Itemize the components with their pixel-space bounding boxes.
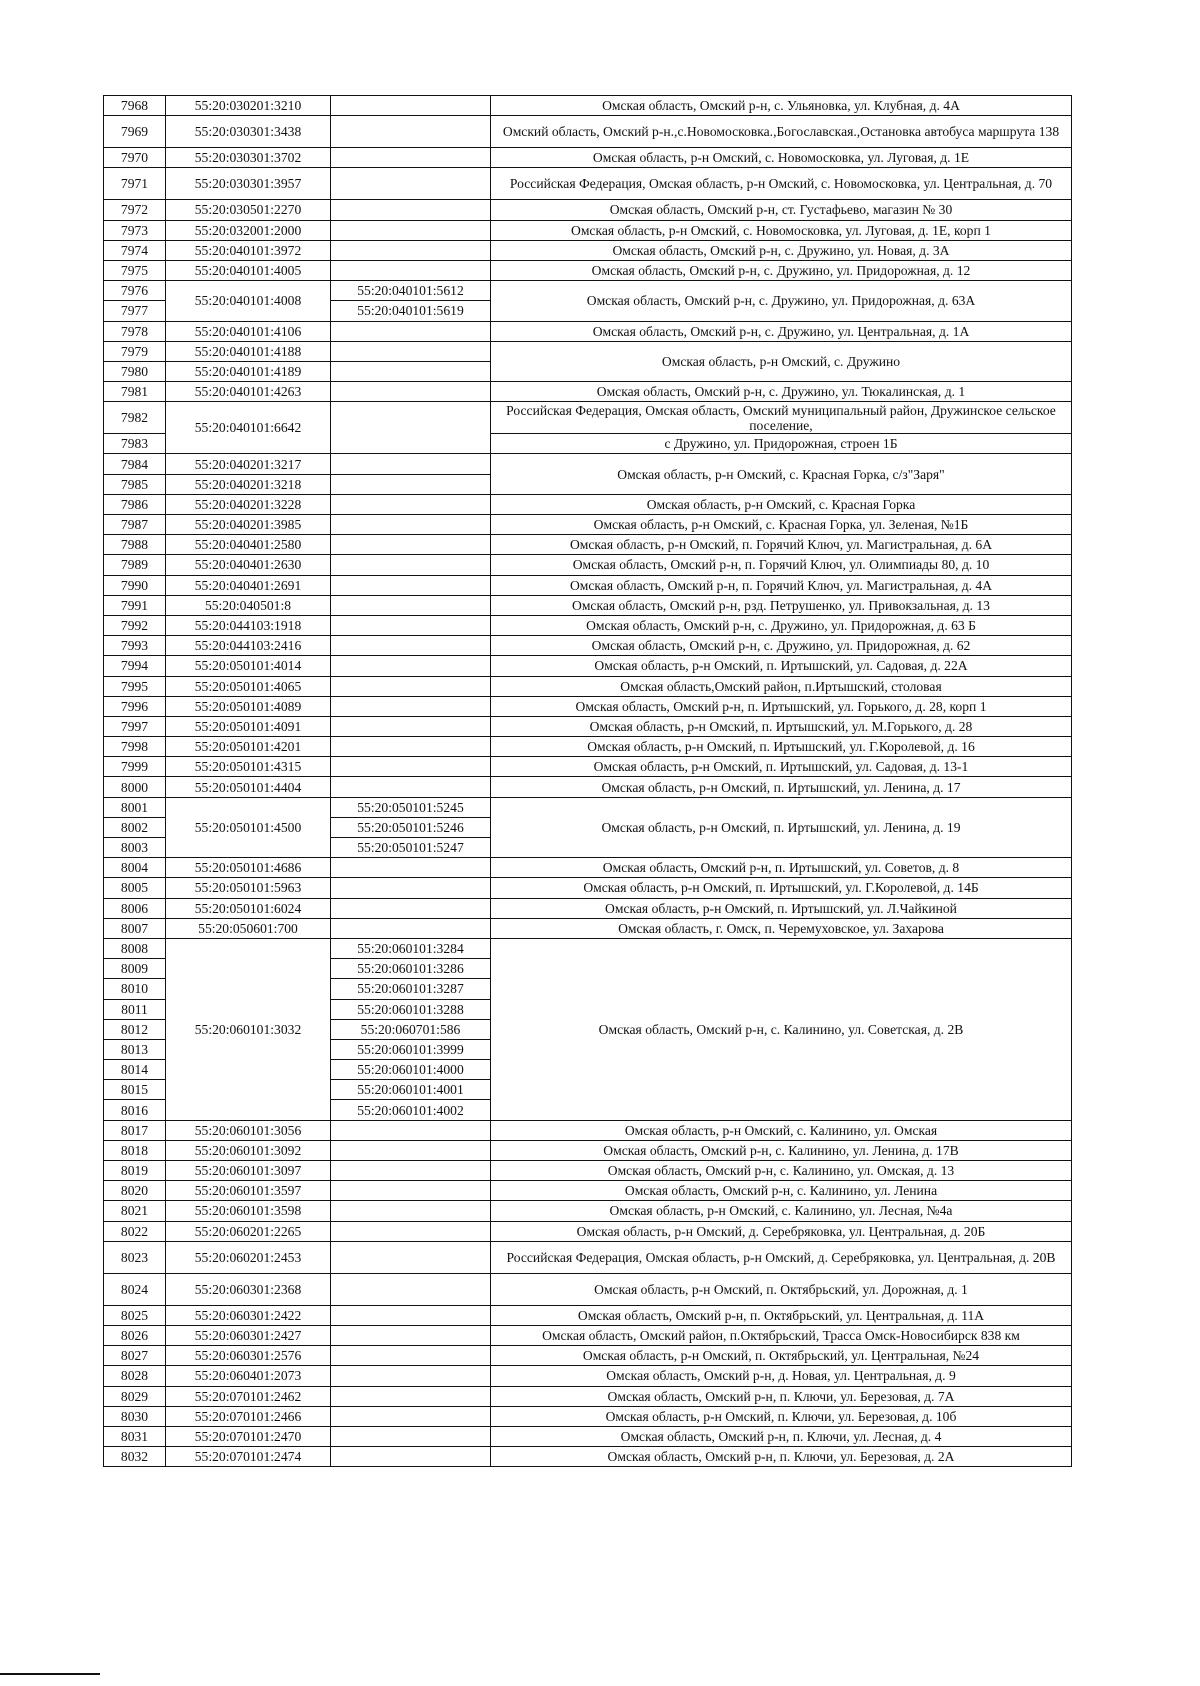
table-row <box>104 555 1072 575</box>
address: Омская область, Омский р-н, с. Дружино, ул. Придорожная, д. 12 <box>491 260 1072 280</box>
sub-cadastral-number: 55:20:060101:3284 <box>331 938 491 958</box>
cadastral-number: 55:20:060101:3597 <box>166 1181 331 1201</box>
cadastral-number: 55:20:050101:4014 <box>166 656 331 676</box>
row-number: 7975 <box>104 260 166 280</box>
table-row <box>104 777 1072 797</box>
cadastral-number: 55:20:070101:2470 <box>166 1426 331 1446</box>
cadastral-number: 55:20:044103:1918 <box>166 615 331 635</box>
sub-cadastral-number: 55:20:050101:5245 <box>331 797 491 817</box>
address: Омская область, р-н Омский, п. Иртышский, ул. М.Горького, д. 28 <box>491 716 1072 736</box>
sub-cadastral-number: 55:20:050101:5246 <box>331 817 491 837</box>
address: Омская область, р-н Омский, с. Новомосковка, ул. Луговая, д. 1Е, корп 1 <box>491 220 1072 240</box>
table-row <box>104 575 1072 595</box>
cadastral-number: 55:20:060101:3598 <box>166 1201 331 1221</box>
address: Российская Федерация, Омская область, р-н Омский, с. Новомосковка, ул. Центральная, д. 70 <box>491 168 1072 200</box>
table-row <box>104 116 1072 148</box>
cadastral-number: 55:20:040101:6642 <box>166 402 331 454</box>
sub-cadastral-number <box>331 1346 491 1366</box>
cadastral-number: 55:20:030301:3702 <box>166 148 331 168</box>
row-number: 7991 <box>104 595 166 615</box>
address: Омская область, Омский р-н, с. Дружино, ул. Новая, д. 3А <box>491 240 1072 260</box>
sub-cadastral-number <box>331 575 491 595</box>
sub-cadastral-number <box>331 918 491 938</box>
sub-cadastral-number <box>331 1273 491 1305</box>
address: Омская область, р-н Омский, п. Иртышский, ул. Г.Королевой, д. 16 <box>491 737 1072 757</box>
row-number: 8032 <box>104 1447 166 1467</box>
row-number: 8030 <box>104 1406 166 1426</box>
address: Омская область, р-н Омский, п. Октябрьский, ул. Дорожная, д. 1 <box>491 1273 1072 1305</box>
cadastral-number: 55:20:040101:3972 <box>166 240 331 260</box>
sub-cadastral-number <box>331 1406 491 1426</box>
sub-cadastral-number <box>331 454 491 474</box>
address: Омская область, р-н Омский, с. Красная Горка, ул. Зеленая, №1Б <box>491 515 1072 535</box>
sub-cadastral-number: 55:20:060701:586 <box>331 1019 491 1039</box>
cadastral-number: 55:20:050101:4091 <box>166 716 331 736</box>
address: Омская область, р-н Омский, п. Иртышский, ул. Г.Королевой, д. 14Б <box>491 878 1072 898</box>
sub-cadastral-number <box>331 757 491 777</box>
sub-cadastral-number <box>331 1305 491 1325</box>
row-number: 8007 <box>104 918 166 938</box>
row-number: 8002 <box>104 817 166 837</box>
row-number: 8014 <box>104 1060 166 1080</box>
row-number: 8017 <box>104 1120 166 1140</box>
address: Омская область, Омский р-н, с. Дружино, ул. Придорожная, д. 62 <box>491 636 1072 656</box>
table-row <box>104 595 1072 615</box>
table-row <box>104 1120 1072 1140</box>
address: Омская область, Омский р-н, п. Ключи, ул. Березовая, д. 7А <box>491 1386 1072 1406</box>
table-row <box>104 1181 1072 1201</box>
table-row <box>104 515 1072 535</box>
row-number: 7996 <box>104 696 166 716</box>
table-row <box>104 636 1072 656</box>
address: Омская область, р-н Омский, п. Иртышский, ул. Л.Чайкиной <box>491 898 1072 918</box>
cadastral-number: 55:20:060201:2265 <box>166 1221 331 1241</box>
row-number: 7976 <box>104 281 166 301</box>
row-number: 8026 <box>104 1325 166 1345</box>
row-number: 8006 <box>104 898 166 918</box>
sub-cadastral-number <box>331 402 491 454</box>
table-row <box>104 200 1072 220</box>
sub-cadastral-number <box>331 1201 491 1221</box>
table-row <box>104 281 1072 301</box>
table-row <box>104 797 1072 817</box>
row-number: 7972 <box>104 200 166 220</box>
sub-cadastral-number: 55:20:060101:4002 <box>331 1100 491 1120</box>
address: Омская область, р-н Омский, п. Иртышский, ул. Ленина, д. 17 <box>491 777 1072 797</box>
row-number: 8010 <box>104 979 166 999</box>
row-number: 7980 <box>104 361 166 381</box>
address: Омская область, р-н Омский, с. Красная Горка, с/з"Заря" <box>491 454 1072 494</box>
row-number: 7977 <box>104 301 166 321</box>
table-row <box>104 220 1072 240</box>
table-row <box>104 1241 1072 1273</box>
row-number: 8013 <box>104 1039 166 1059</box>
table-row <box>104 96 1072 116</box>
table-row <box>104 615 1072 635</box>
row-number: 8022 <box>104 1221 166 1241</box>
page-edge-line <box>0 1673 100 1675</box>
row-number: 7990 <box>104 575 166 595</box>
sub-cadastral-number <box>331 656 491 676</box>
cadastral-number: 55:20:060301:2422 <box>166 1305 331 1325</box>
sub-cadastral-number <box>331 168 491 200</box>
row-number: 7987 <box>104 515 166 535</box>
cadastral-number: 55:20:060301:2427 <box>166 1325 331 1345</box>
cadastral-table <box>103 95 1072 1467</box>
table-row <box>104 402 1072 434</box>
row-number: 8021 <box>104 1201 166 1221</box>
cadastral-number: 55:20:050101:4065 <box>166 676 331 696</box>
address: Омская область, р-н Омский, с. Дружино <box>491 341 1072 381</box>
cadastral-number: 55:20:050101:4201 <box>166 737 331 757</box>
address: Омская область, Омский р-н, с. Калинино, ул. Ленина <box>491 1181 1072 1201</box>
address: Омская область, Омский район, п.Октябрьский, Трасса Омск-Новосибирск 838 км <box>491 1325 1072 1345</box>
address: Омская область, р-н Омский, с. Калинино, ул. Лесная, №4а <box>491 1201 1072 1221</box>
table-row <box>104 454 1072 474</box>
cadastral-number: 55:20:060101:3056 <box>166 1120 331 1140</box>
row-number: 8001 <box>104 797 166 817</box>
sub-cadastral-number <box>331 1161 491 1181</box>
address: Омская область, Омский р-н, п. Ключи, ул. Лесная, д. 4 <box>491 1426 1072 1446</box>
cadastral-number: 55:20:040401:2691 <box>166 575 331 595</box>
sub-cadastral-number <box>331 696 491 716</box>
sub-cadastral-number <box>331 555 491 575</box>
table-row <box>104 1447 1072 1467</box>
sub-cadastral-number <box>331 474 491 494</box>
table-row <box>104 656 1072 676</box>
address: Омская область, Омский р-н, д. Новая, ул. Центральная, д. 9 <box>491 1366 1072 1386</box>
cadastral-number: 55:20:040501:8 <box>166 595 331 615</box>
sub-cadastral-number: 55:20:060101:4000 <box>331 1060 491 1080</box>
sub-cadastral-number <box>331 535 491 555</box>
sub-cadastral-number <box>331 1181 491 1201</box>
address: Омская область, Омский р-н, п. Ключи, ул. Березовая, д. 2А <box>491 1447 1072 1467</box>
row-number: 8016 <box>104 1100 166 1120</box>
cadastral-number: 55:20:050101:5963 <box>166 878 331 898</box>
sub-cadastral-number <box>331 1325 491 1345</box>
row-number: 8018 <box>104 1140 166 1160</box>
table-row <box>104 321 1072 341</box>
address: Омская область, Омский р-н, с. Дружино, ул. Придорожная, д. 63 Б <box>491 615 1072 635</box>
cadastral-number: 55:20:070101:2474 <box>166 1447 331 1467</box>
address: Российская Федерация, Омская область, Омский муниципальный район, Дружинское сельское поселение, <box>491 402 1072 434</box>
cadastral-number: 55:20:060401:2073 <box>166 1366 331 1386</box>
cadastral-number: 55:20:040201:3217 <box>166 454 331 474</box>
sub-cadastral-number <box>331 858 491 878</box>
table-row <box>104 858 1072 878</box>
cadastral-number: 55:20:050101:4686 <box>166 858 331 878</box>
table-row <box>104 878 1072 898</box>
sub-cadastral-number <box>331 878 491 898</box>
cadastral-number: 55:20:040101:4263 <box>166 382 331 402</box>
row-number: 7982 <box>104 402 166 434</box>
cadastral-number: 55:20:050101:4500 <box>166 797 331 858</box>
row-number: 8029 <box>104 1386 166 1406</box>
address: с Дружино, ул. Придорожная, строен 1Б <box>491 434 1072 454</box>
sub-cadastral-number <box>331 341 491 361</box>
table-row <box>104 1273 1072 1305</box>
row-number: 8024 <box>104 1273 166 1305</box>
cadastral-number: 55:20:040201:3218 <box>166 474 331 494</box>
table-row <box>104 1325 1072 1345</box>
cadastral-number: 55:20:040101:4188 <box>166 341 331 361</box>
cadastral-number: 55:20:050101:6024 <box>166 898 331 918</box>
address: Омская область, Омский р-н, п. Иртышский, ул. Горького, д. 28, корп 1 <box>491 696 1072 716</box>
row-number: 8020 <box>104 1181 166 1201</box>
table-row <box>104 1161 1072 1181</box>
sub-cadastral-number <box>331 148 491 168</box>
row-number: 8031 <box>104 1426 166 1446</box>
cadastral-number: 55:20:044103:2416 <box>166 636 331 656</box>
cadastral-number: 55:20:030201:3210 <box>166 96 331 116</box>
address: Омская область, р-н Омский, с. Красная Горка <box>491 494 1072 514</box>
address: Омская область, р-н Омский, п. Иртышский, ул. Садовая, д. 13-1 <box>491 757 1072 777</box>
sub-cadastral-number: 55:20:060101:3999 <box>331 1039 491 1059</box>
cadastral-number: 55:20:070101:2462 <box>166 1386 331 1406</box>
cadastral-number: 55:20:050101:4315 <box>166 757 331 777</box>
row-number: 7994 <box>104 656 166 676</box>
row-number: 8023 <box>104 1241 166 1273</box>
table-row <box>104 1366 1072 1386</box>
table-row <box>104 696 1072 716</box>
row-number: 7983 <box>104 434 166 454</box>
sub-cadastral-number <box>331 636 491 656</box>
table-row <box>104 1140 1072 1160</box>
sub-cadastral-number: 55:20:060101:3286 <box>331 959 491 979</box>
address: Омская область, р-н Омский, с. Новомосковка, ул. Луговая, д. 1Е <box>491 148 1072 168</box>
table-row <box>104 918 1072 938</box>
address: Омская область, Омский р-н, п. Горячий Ключ, ул. Олимпиады 80, д. 10 <box>491 555 1072 575</box>
sub-cadastral-number <box>331 1447 491 1467</box>
sub-cadastral-number <box>331 361 491 381</box>
sub-cadastral-number <box>331 595 491 615</box>
row-number: 8000 <box>104 777 166 797</box>
row-number: 7988 <box>104 535 166 555</box>
table-row <box>104 382 1072 402</box>
sub-cadastral-number <box>331 515 491 535</box>
address: Российская Федерация, Омская область, р-н Омский, д. Серебряковка, ул. Центральная, д. 20В <box>491 1241 1072 1273</box>
address: Омская область, Омский р-н, п. Иртышский, ул. Советов, д. 8 <box>491 858 1072 878</box>
row-number: 8008 <box>104 938 166 958</box>
row-number: 8025 <box>104 1305 166 1325</box>
table-row <box>104 148 1072 168</box>
cadastral-number: 55:20:040201:3228 <box>166 494 331 514</box>
cadastral-number: 55:20:060101:3097 <box>166 1161 331 1181</box>
row-number: 7999 <box>104 757 166 777</box>
sub-cadastral-number <box>331 382 491 402</box>
sub-cadastral-number: 55:20:060101:3287 <box>331 979 491 999</box>
row-number: 7992 <box>104 615 166 635</box>
sub-cadastral-number: 55:20:060101:4001 <box>331 1080 491 1100</box>
table-row <box>104 938 1072 958</box>
sub-cadastral-number <box>331 260 491 280</box>
table-row <box>104 1386 1072 1406</box>
sub-cadastral-number <box>331 116 491 148</box>
table-row <box>104 341 1072 361</box>
sub-cadastral-number <box>331 1426 491 1446</box>
row-number: 8012 <box>104 1019 166 1039</box>
cadastral-number: 55:20:030301:3957 <box>166 168 331 200</box>
table-row <box>104 240 1072 260</box>
cadastral-number: 55:20:032001:2000 <box>166 220 331 240</box>
row-number: 7979 <box>104 341 166 361</box>
row-number: 8019 <box>104 1161 166 1181</box>
address: Омская область, р-н Омский, с. Калинино, ул. Омская <box>491 1120 1072 1140</box>
row-number: 7973 <box>104 220 166 240</box>
sub-cadastral-number <box>331 1241 491 1273</box>
cadastral-number: 55:20:040101:4005 <box>166 260 331 280</box>
table-row <box>104 1305 1072 1325</box>
row-number: 8015 <box>104 1080 166 1100</box>
address: Омская область, Омский р-н, с. Дружино, ул. Придорожная, д. 63А <box>491 281 1072 321</box>
row-number: 7986 <box>104 494 166 514</box>
address: Омская область, р-н Омский, д. Серебряковка, ул. Центральная, д. 20Б <box>491 1221 1072 1241</box>
table-row <box>104 716 1072 736</box>
address: Омская область,Омский район, п.Иртышский, столовая <box>491 676 1072 696</box>
address: Омская область, Омский р-н, с. Дружино, ул. Тюкалинская, д. 1 <box>491 382 1072 402</box>
sub-cadastral-number <box>331 96 491 116</box>
address: Омская область, г. Омск, п. Черемуховское, ул. Захарова <box>491 918 1072 938</box>
cadastral-number: 55:20:030501:2270 <box>166 200 331 220</box>
address: Омская область, Омский р-н, ст. Густафьево, магазин № 30 <box>491 200 1072 220</box>
row-number: 7989 <box>104 555 166 575</box>
row-number: 7981 <box>104 382 166 402</box>
row-number: 8027 <box>104 1346 166 1366</box>
table-row <box>104 1406 1072 1426</box>
table-row <box>104 1346 1072 1366</box>
sub-cadastral-number <box>331 1366 491 1386</box>
row-number: 7997 <box>104 716 166 736</box>
sub-cadastral-number <box>331 494 491 514</box>
row-number: 7968 <box>104 96 166 116</box>
sub-cadastral-number <box>331 1386 491 1406</box>
address: Омская область, Омский р-н, п. Горячий Ключ, ул. Магистральная, д. 4А <box>491 575 1072 595</box>
row-number: 7970 <box>104 148 166 168</box>
row-number: 7993 <box>104 636 166 656</box>
cadastral-number: 55:20:040101:4189 <box>166 361 331 381</box>
address: Омская область, Омский р-н, рзд. Петрушенко, ул. Привокзальная, д. 13 <box>491 595 1072 615</box>
row-number: 7995 <box>104 676 166 696</box>
address: Омская область, Омский р-н, с. Калинино, ул. Ленина, д. 17В <box>491 1140 1072 1160</box>
cadastral-number: 55:20:050601:700 <box>166 918 331 938</box>
sub-cadastral-number <box>331 240 491 260</box>
table-row <box>104 737 1072 757</box>
sub-cadastral-number <box>331 777 491 797</box>
address: Омская область, р-н Омский, п. Иртышский, ул. Садовая, д. 22А <box>491 656 1072 676</box>
sub-cadastral-number <box>331 200 491 220</box>
table-row <box>104 168 1072 200</box>
cadastral-number: 55:20:070101:2466 <box>166 1406 331 1426</box>
address: Омская область, р-н Омский, п. Ключи, ул. Березовая, д. 10б <box>491 1406 1072 1426</box>
address: Омская область, р-н Омский, п. Октябрьский, ул. Центральная, №24 <box>491 1346 1072 1366</box>
row-number: 8003 <box>104 838 166 858</box>
table-row <box>104 1221 1072 1241</box>
address: Омский область, Омский р-н.,с.Новомосковка.,Богославская.,Остановка автобуса маршрута 138 <box>491 116 1072 148</box>
address: Омская область, Омский р-н, с. Дружино, ул. Центральная, д. 1А <box>491 321 1072 341</box>
row-number: 7998 <box>104 737 166 757</box>
table-row <box>104 757 1072 777</box>
cadastral-number: 55:20:040101:4106 <box>166 321 331 341</box>
cadastral-number: 55:20:040401:2630 <box>166 555 331 575</box>
row-number: 7978 <box>104 321 166 341</box>
sub-cadastral-number <box>331 676 491 696</box>
address: Омская область, Омский р-н, с. Калинино, ул. Советская, д. 2В <box>491 938 1072 1120</box>
table-row <box>104 494 1072 514</box>
cadastral-number: 55:20:050101:4404 <box>166 777 331 797</box>
row-number: 7974 <box>104 240 166 260</box>
sub-cadastral-number <box>331 1120 491 1140</box>
sub-cadastral-number <box>331 220 491 240</box>
address: Омская область, р-н Омский, п. Иртышский, ул. Ленина, д. 19 <box>491 797 1072 858</box>
sub-cadastral-number <box>331 898 491 918</box>
cadastral-number: 55:20:030301:3438 <box>166 116 331 148</box>
sub-cadastral-number <box>331 1140 491 1160</box>
sub-cadastral-number: 55:20:050101:5247 <box>331 838 491 858</box>
table-row <box>104 260 1072 280</box>
table-row <box>104 676 1072 696</box>
sub-cadastral-number <box>331 615 491 635</box>
sub-cadastral-number <box>331 716 491 736</box>
sub-cadastral-number: 55:20:040101:5619 <box>331 301 491 321</box>
sub-cadastral-number <box>331 1221 491 1241</box>
table-row <box>104 1426 1072 1446</box>
sub-cadastral-number: 55:20:040101:5612 <box>331 281 491 301</box>
row-number: 8004 <box>104 858 166 878</box>
row-number: 7985 <box>104 474 166 494</box>
cadastral-number: 55:20:050101:4089 <box>166 696 331 716</box>
sub-cadastral-number <box>331 737 491 757</box>
row-number: 7969 <box>104 116 166 148</box>
row-number: 7984 <box>104 454 166 474</box>
sub-cadastral-number <box>331 321 491 341</box>
cadastral-number: 55:20:060101:3032 <box>166 938 331 1120</box>
cadastral-number: 55:20:060201:2453 <box>166 1241 331 1273</box>
address: Омская область, р-н Омский, п. Горячий Ключ, ул. Магистральная, д. 6А <box>491 535 1072 555</box>
row-number: 8009 <box>104 959 166 979</box>
sub-cadastral-number: 55:20:060101:3288 <box>331 999 491 1019</box>
cadastral-number: 55:20:060301:2368 <box>166 1273 331 1305</box>
cadastral-number: 55:20:040201:3985 <box>166 515 331 535</box>
table-body <box>104 96 1072 1467</box>
address: Омская область, Омский р-н, п. Октябрьский, ул. Центральная, д. 11А <box>491 1305 1072 1325</box>
row-number: 8005 <box>104 878 166 898</box>
cadastral-number: 55:20:040101:4008 <box>166 281 331 321</box>
row-number: 8028 <box>104 1366 166 1386</box>
cadastral-number: 55:20:060101:3092 <box>166 1140 331 1160</box>
address: Омская область, Омский р-н, с. Калинино, ул. Омская, д. 13 <box>491 1161 1072 1181</box>
address: Омская область, Омский р-н, с. Ульяновка, ул. Клубная, д. 4А <box>491 96 1072 116</box>
cadastral-number: 55:20:060301:2576 <box>166 1346 331 1366</box>
table-row <box>104 535 1072 555</box>
table-row <box>104 1201 1072 1221</box>
row-number: 8011 <box>104 999 166 1019</box>
row-number: 7971 <box>104 168 166 200</box>
table-row <box>104 898 1072 918</box>
cadastral-number: 55:20:040401:2580 <box>166 535 331 555</box>
